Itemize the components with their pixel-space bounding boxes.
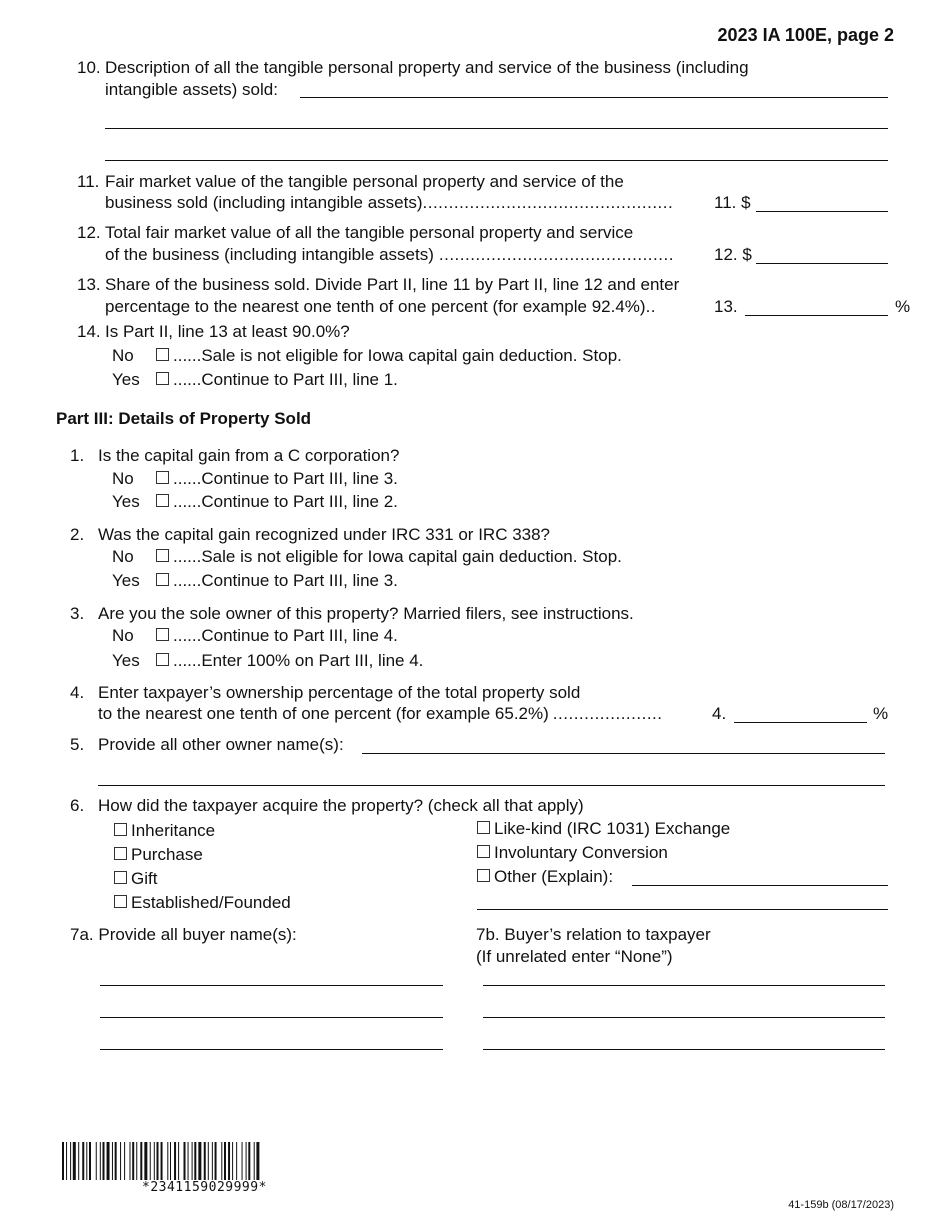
line-7a-label: 7a. Provide all buyer name(s): (70, 925, 297, 944)
line-7b-sublabel: (If unrelated enter “None”) (476, 947, 673, 966)
option-established (114, 892, 291, 913)
line-13-ref: 13. (714, 297, 738, 316)
line-13-percent-field[interactable] (745, 315, 888, 316)
p3-line-3-no-option (156, 625, 398, 646)
line-14-text: Is Part II, line 13 at least 90.0%? (105, 322, 350, 341)
line-14-yes-label: Yes (112, 370, 140, 389)
other-label: Other (Explain): (494, 867, 614, 886)
barcode-bar (232, 1142, 233, 1180)
gift-checkbox[interactable] (114, 871, 127, 884)
buyer-name-field-3[interactable] (100, 1049, 443, 1050)
line-12-ref: 12. $ (714, 245, 752, 264)
p3-line-3-text: Are you the sole owner of this property? Married filers, see instructions. (98, 604, 634, 623)
line-11-amount-field[interactable] (756, 211, 888, 212)
barcode-bar (70, 1142, 71, 1180)
p3-line-3-yes-label: Yes (112, 651, 140, 670)
barcode-bar (150, 1142, 151, 1180)
leader-dots: ................................................ (422, 193, 674, 212)
option-inheritance (114, 820, 215, 841)
line-12-number: 12. (77, 223, 101, 242)
p3-line-1-no-label: No (112, 469, 134, 488)
line-13-unit: % (895, 297, 911, 316)
p3-line-3-number: 3. (70, 604, 85, 623)
line-11-text-2 (105, 192, 673, 213)
barcode-bar (224, 1142, 226, 1180)
p3-line-4-text: Enter taxpayer’s ownership percentage of the total property sold (98, 683, 581, 702)
barcode-bar (188, 1142, 189, 1180)
p3-line-2-no-text: ......Sale is not eligible for Iowa capital gain deduction. Stop. (173, 547, 622, 566)
barcode-text: *2341159029999* (142, 1180, 267, 1195)
other-explain-field[interactable] (632, 885, 888, 886)
p3-line-3-no-checkbox[interactable] (156, 628, 169, 641)
barcode-bar (228, 1142, 230, 1180)
p3-line-2-yes-checkbox[interactable] (156, 573, 169, 586)
involuntary-checkbox[interactable] (477, 845, 490, 858)
established-checkbox[interactable] (114, 895, 127, 908)
line-14-no-label: No (112, 346, 134, 365)
barcode-bar (174, 1142, 176, 1180)
barcode-bar (96, 1142, 97, 1180)
p3-line-2-yes-text: ......Continue to Part III, line 3. (173, 571, 398, 590)
line-13-desc: percentage to the nearest one tenth of one percent (for example 92.4%) (105, 297, 646, 316)
barcode-bar (112, 1142, 113, 1180)
barcode-bar (144, 1142, 147, 1180)
barcode-bar (120, 1142, 121, 1180)
barcode-bar (242, 1142, 243, 1180)
barcode-bar (124, 1142, 125, 1180)
p3-line-1-yes-text: ......Continue to Part III, line 2. (173, 492, 398, 511)
p3-line-2-no-label: No (112, 547, 134, 566)
line-7b-label: 7b. Buyer’s relation to taxpayer (476, 925, 711, 944)
p3-line-3-yes-option (156, 650, 423, 671)
line-14-no-option (156, 345, 622, 366)
p3-line-4-text-2 (98, 703, 662, 724)
p3-line-5-field-2[interactable] (98, 785, 885, 786)
line-11-text: Fair market value of the tangible personal property and service of the (105, 172, 624, 191)
part-3-heading: Part III: Details of Property Sold (56, 409, 312, 428)
p3-line-3-no-label: No (112, 626, 134, 645)
page-title: 2023 IA 100E, page 2 (717, 25, 894, 45)
inheritance-label: Inheritance (131, 821, 216, 840)
p3-line-1-no-checkbox[interactable] (156, 471, 169, 484)
barcode-bar (215, 1142, 217, 1180)
barcode-bar (208, 1142, 209, 1180)
line-12-text-2 (105, 244, 674, 265)
p3-line-1-text: Is the capital gain from a C corporation? (98, 446, 400, 465)
line-12-amount-field[interactable] (756, 263, 888, 264)
p3-line-1-yes-option (156, 491, 398, 512)
p3-line-1-number: 1. (70, 446, 85, 465)
purchase-checkbox[interactable] (114, 847, 127, 860)
involuntary-label: Involuntary Conversion (494, 843, 668, 862)
like-kind-checkbox[interactable] (477, 821, 490, 834)
option-other (477, 866, 613, 887)
established-label: Established/Founded (131, 893, 291, 912)
line-14-yes-checkbox[interactable] (156, 372, 169, 385)
buyer-relation-field-2[interactable] (483, 1017, 885, 1018)
p3-line-2-yes-label: Yes (112, 571, 140, 590)
barcode-bar (236, 1142, 237, 1180)
barcode-bar (221, 1142, 222, 1180)
p3-line-4-unit: % (873, 704, 889, 723)
option-gift (114, 868, 157, 889)
barcode-bar (82, 1142, 84, 1180)
barcode-bar (167, 1142, 168, 1180)
barcode-bar (103, 1142, 105, 1180)
barcode-bar (204, 1142, 206, 1180)
barcode-bar (154, 1142, 155, 1180)
p3-line-4-desc: to the nearest one tenth of one percent (for example 65.2%) (98, 704, 549, 723)
barcode-bar (198, 1142, 201, 1180)
like-kind-label: Like-kind (IRC 1031) Exchange (494, 819, 731, 838)
barcode-bar (192, 1142, 193, 1180)
line-12-text: Total fair market value of all the tangible personal property and service (105, 223, 634, 242)
p3-line-1-yes-checkbox[interactable] (156, 494, 169, 507)
barcode-bar (107, 1142, 110, 1180)
barcode-bar (178, 1142, 179, 1180)
buyer-name-field-1[interactable] (100, 985, 443, 986)
barcode-bar (73, 1142, 76, 1180)
p3-line-4-percent-field[interactable] (734, 722, 867, 723)
p3-line-3-no-text: ......Continue to Part III, line 4. (173, 626, 398, 645)
line-14-no-checkbox[interactable] (156, 348, 169, 361)
p3-line-1-no-option (156, 468, 398, 489)
option-purchase (114, 844, 203, 865)
barcode-bar (212, 1142, 213, 1180)
line-13-text: Share of the business sold. Divide Part II, line 11 by Part II, line 12 and enter (105, 275, 680, 294)
p3-line-6-text: How did the taxpayer acquire the property? (check all that apply) (98, 796, 584, 815)
line-14-no-text: ......Sale is not eligible for Iowa capital gain deduction. Stop. (173, 346, 622, 365)
line-13-text-2 (105, 296, 656, 317)
barcode-bar (130, 1142, 131, 1180)
p3-line-3-yes-checkbox[interactable] (156, 653, 169, 666)
barcode-bar (66, 1142, 67, 1180)
leader-dots: .. (645, 297, 657, 316)
line-10-field-3[interactable] (105, 160, 888, 161)
barcode-bar (115, 1142, 117, 1180)
line-10-field-2[interactable] (105, 128, 888, 129)
barcode-bar (132, 1142, 134, 1180)
line-11-desc: business sold (including intangible assets) (105, 193, 423, 212)
barcode-bar (100, 1142, 101, 1180)
barcode-bar (256, 1142, 259, 1180)
barcode-bar (89, 1142, 91, 1180)
form-code: 41-159b (08/17/2023) (788, 1199, 894, 1211)
barcode-bar (184, 1142, 186, 1180)
option-like-kind (477, 818, 730, 839)
barcode-bar (248, 1142, 250, 1180)
line-14-yes-option (156, 369, 398, 390)
p3-line-1-no-text: ......Continue to Part III, line 3. (173, 469, 398, 488)
option-involuntary (477, 842, 668, 863)
barcode-bar (246, 1142, 247, 1180)
barcode-bar (194, 1142, 196, 1180)
leader-dots: ............................................. (438, 245, 674, 264)
p3-line-5-text: Provide all other owner name(s): (98, 735, 344, 754)
barcode-bar (86, 1142, 87, 1180)
line-14-number: 14. (77, 322, 101, 341)
p3-line-3-yes-text: ......Enter 100% on Part III, line 4. (173, 651, 424, 670)
p3-line-5-field-1[interactable] (362, 753, 885, 754)
p3-line-2-text: Was the capital gain recognized under IRC 331 or IRC 338? (98, 525, 551, 544)
barcode-bar (136, 1142, 137, 1180)
barcode-bar (62, 1142, 64, 1180)
leader-dots: ..................... (552, 704, 663, 723)
line-14-yes-text: ......Continue to Part III, line 1. (173, 370, 398, 389)
line-10-text: Description of all the tangible personal property and service of the business (including (105, 58, 749, 77)
p3-line-4-ref: 4. (712, 704, 727, 723)
p3-line-2-number: 2. (70, 525, 85, 544)
barcode-bar (157, 1142, 159, 1180)
buyer-name-field-2[interactable] (100, 1017, 443, 1018)
line-10-number: 10. (77, 58, 101, 77)
barcode-bar (140, 1142, 142, 1180)
other-checkbox[interactable] (477, 869, 490, 882)
p3-line-2-no-checkbox[interactable] (156, 549, 169, 562)
line-12-desc: of the business (including intangible assets) (105, 245, 434, 264)
line-10-text-2: intangible assets) sold: (105, 80, 278, 99)
p3-line-1-yes-label: Yes (112, 492, 140, 511)
line-10-field-1[interactable] (300, 97, 888, 98)
barcode-bar (161, 1142, 163, 1180)
p3-line-4-number: 4. (70, 683, 85, 702)
purchase-label: Purchase (131, 845, 203, 864)
buyer-relation-field-3[interactable] (483, 1049, 885, 1050)
buyer-relation-field-1[interactable] (483, 985, 885, 986)
inheritance-checkbox[interactable] (114, 823, 127, 836)
p3-line-2-yes-option (156, 570, 398, 591)
p3-line-6-number: 6. (70, 796, 85, 815)
gift-label: Gift (131, 869, 158, 888)
line-13-number: 13. (77, 275, 101, 294)
barcode (62, 1142, 342, 1180)
line-11-ref: 11. $ (714, 193, 751, 212)
barcode-bar (254, 1142, 255, 1180)
p3-line-2-no-option (156, 546, 622, 567)
line-11-number: 11. (77, 172, 100, 191)
other-explain-field-2[interactable] (477, 909, 888, 910)
p3-line-5-number: 5. (70, 735, 85, 754)
barcode-bar (170, 1142, 171, 1180)
barcode-bar (78, 1142, 79, 1180)
